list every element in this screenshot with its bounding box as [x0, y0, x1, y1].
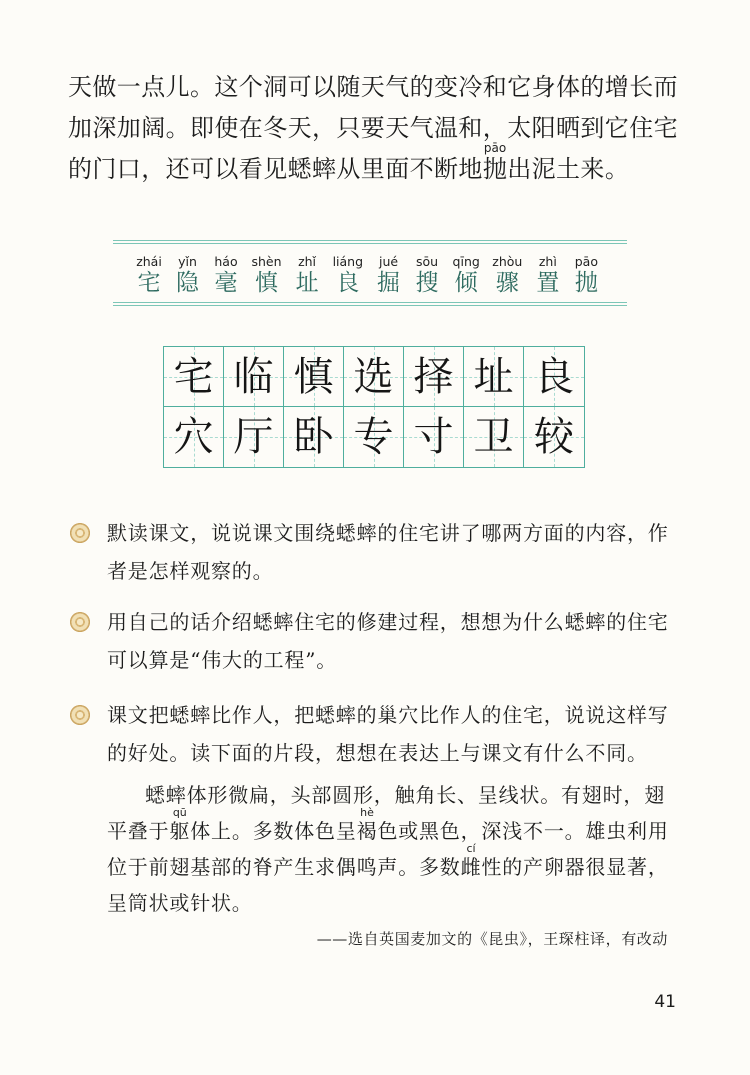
pinyin-annotation: qū [172, 806, 187, 819]
writing-cell [224, 407, 284, 467]
recognition-item [492, 253, 522, 297]
recognition-pinyin: zhòu [492, 254, 523, 269]
excerpt-line [107, 885, 669, 921]
exercise-line: 者是怎样观察的。 [107, 559, 274, 583]
annotated-character [460, 842, 482, 879]
recognition-character: 毫 [214, 270, 238, 296]
writing-cell [404, 347, 464, 407]
writing-character: 宅 [173, 353, 214, 400]
exercise-line: 默读课文，说说课文围绕蟋蟀的住宅讲了哪两方面的内容，作 [107, 521, 669, 545]
recognition-item [136, 253, 162, 297]
annotated-character [169, 806, 191, 843]
pinyin-annotation: pāo [483, 141, 507, 155]
circle-badge-icon [70, 705, 90, 725]
recognition-pinyin: qīng [452, 254, 480, 269]
excerpt-line [107, 842, 669, 885]
circle-badge-icon [70, 612, 90, 632]
recognition-character: 抛 [574, 270, 598, 296]
paragraph-line [68, 67, 678, 108]
page-number: 41 [654, 992, 676, 1012]
character: 雌 [460, 855, 482, 879]
recognition-item [175, 253, 201, 297]
recognition-character: 掘 [377, 270, 401, 296]
writing-cell [284, 347, 344, 407]
exercise-item [0, 696, 750, 776]
paragraph-line [68, 108, 678, 149]
exercise-item [0, 514, 750, 594]
recognition-pinyin: háo [214, 254, 238, 269]
annotated-character [356, 806, 378, 843]
recognition-character: 骤 [495, 270, 519, 296]
recognition-item [333, 253, 363, 297]
recognition-character: 慎 [255, 270, 279, 296]
character: 躯 [169, 819, 191, 843]
excerpt-attribution: ——选自英国麦加文的《昆虫》，王琛柱译，有改动 [316, 930, 668, 948]
recognition-pinyin: sōu [415, 254, 439, 269]
recognition-item [252, 253, 282, 297]
writing-character: 卫 [473, 414, 514, 460]
text-segment: 的门口，还可以看见蟋蟀从里面不断地 [68, 155, 483, 183]
character: 抛 [482, 155, 508, 183]
exercise-item [0, 603, 750, 683]
writing-character: 厅 [233, 414, 274, 460]
recognition-character: 宅 [137, 270, 161, 296]
text-segment: 蟋蟀体形微扁，头部圆形，触角长、呈线状。有翅时，翅 [145, 783, 665, 807]
excerpt-line [107, 806, 669, 849]
recognition-item [573, 253, 599, 297]
text-segment: 平叠于 [107, 819, 170, 843]
lesson-paragraph [68, 67, 678, 190]
recognition-item [376, 253, 402, 297]
writing-grid [163, 346, 585, 468]
writing-character: 专 [353, 414, 394, 460]
text-segment: 位于前翅基部的脊产生求偶鸣声。多数 [107, 855, 461, 879]
recognition-item [535, 253, 561, 297]
recognition-character: 搜 [415, 270, 439, 296]
writing-cell [524, 407, 584, 467]
recognition-item [414, 253, 440, 297]
recognition-pinyin: pāo [574, 254, 598, 269]
exercise-text [107, 696, 669, 772]
recognition-item [453, 253, 480, 297]
writing-character: 良 [534, 353, 574, 400]
writing-cell [224, 347, 284, 407]
recognition-character: 隐 [176, 270, 199, 296]
annotated-character [482, 141, 508, 183]
writing-character: 卧 [293, 414, 334, 460]
recognition-pinyin: zhì [538, 254, 557, 269]
recognition-pinyin: zhǐ [298, 254, 317, 269]
recognition-pinyin: jué [378, 254, 399, 269]
text-segment: 出泥土来。 [507, 155, 630, 183]
recognition-pinyin: liáng [332, 254, 364, 269]
writing-character: 较 [534, 414, 574, 460]
writing-cell [344, 407, 404, 467]
exercise-text [107, 603, 669, 679]
writing-cell [524, 347, 584, 407]
paragraph-line [68, 141, 678, 190]
exercise-line: 课文把蟋蟀比作人，把蟋蟀的巢穴比作人的住宅，说说这样写 [107, 703, 669, 727]
exercise-line: 可以算是“伟大的工程”。 [107, 648, 338, 672]
writing-character: 选 [353, 353, 394, 400]
writing-character: 址 [473, 353, 514, 400]
text-segment: 加深加阔。即使在冬天，只要天气温和，太阳晒到它住宅 [68, 114, 678, 142]
writing-cell [344, 347, 404, 407]
recognition-characters-box [113, 240, 627, 306]
recognition-character: 址 [295, 270, 319, 296]
exercise-line: 用自己的话介绍蟋蟀住宅的修建过程，想想为什么蟋蟀的住宅 [107, 610, 669, 634]
recognition-character: 置 [536, 270, 560, 296]
recognition-pinyin: shèn [251, 254, 282, 269]
exercise-line: 的好处。读下面的片段，想想在表达上与课文有什么不同。 [107, 741, 648, 765]
recognition-item [294, 253, 320, 297]
recognition-character: 倾 [454, 270, 478, 296]
text-segment: 性的产卵器很显著， [481, 855, 669, 879]
writing-cell [464, 347, 524, 407]
recognition-row [113, 244, 627, 297]
writing-character: 临 [233, 353, 274, 400]
pinyin-annotation: cí [466, 842, 476, 855]
circle-badge-icon [70, 523, 90, 543]
writing-cell [404, 407, 464, 467]
writing-cell [464, 407, 524, 467]
character: 褐 [356, 819, 378, 843]
recognition-item [213, 253, 239, 297]
writing-cell [284, 407, 344, 467]
reading-excerpt [107, 777, 669, 921]
writing-cell [164, 347, 224, 407]
writing-character: 慎 [293, 353, 334, 400]
writing-character: 寸 [413, 414, 454, 460]
text-segment: 天做一点儿。这个洞可以随天气的变冷和它身体的增长而 [68, 73, 678, 101]
excerpt-line [107, 777, 669, 813]
exercise-text [107, 514, 669, 590]
writing-character: 穴 [173, 414, 214, 460]
recognition-character: 良 [336, 270, 360, 296]
recognition-pinyin: zhái [136, 254, 162, 269]
recognition-pinyin: yǐn [178, 254, 197, 269]
text-segment: 色或黑色，深浅不一。雄虫利用 [377, 819, 669, 843]
pinyin-annotation: hè [360, 806, 374, 819]
writing-character: 择 [413, 353, 454, 400]
text-segment: 呈筒状或针状。 [107, 891, 253, 915]
writing-cell [164, 407, 224, 467]
text-segment: 体上。多数体色呈 [190, 819, 357, 843]
